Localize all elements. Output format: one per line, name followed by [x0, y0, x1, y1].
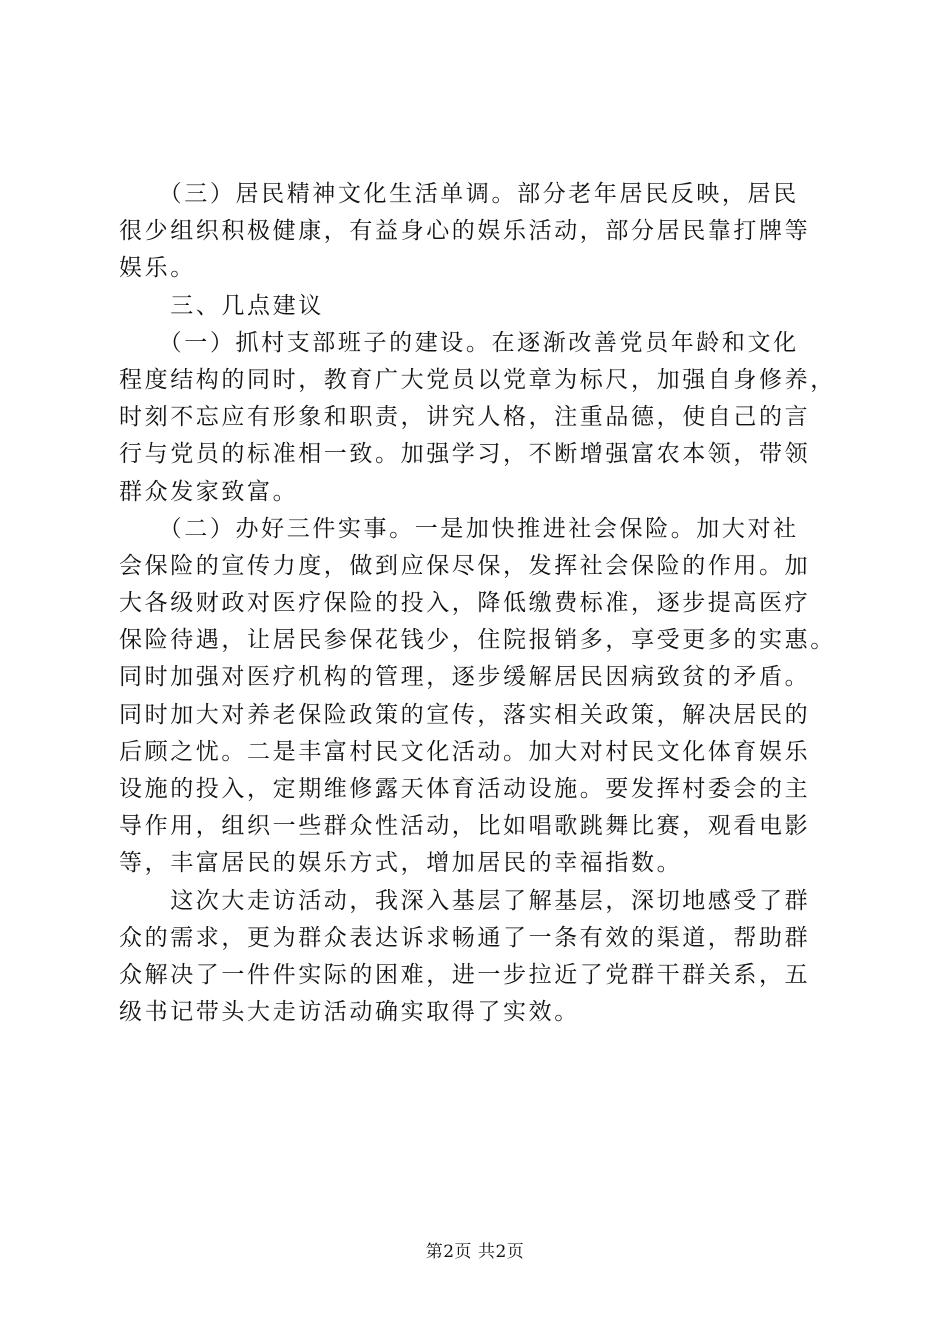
text-line: 群众发家致富。	[119, 478, 299, 505]
section-heading: 三、几点建议	[119, 292, 324, 319]
text-line: （二）办好三件实事。一是加快推进社会保险。加大对社	[119, 515, 799, 542]
text-line: 设施的投入，定期维修露天体育活动设施。要发挥村委会的主	[119, 776, 811, 802]
text-line: 众解决了一件件实际的困难，进一步拉近了党群干群关系，五	[119, 961, 811, 988]
text-line: 会保险的宣传力度，做到应保尽保，发挥社会保险的作用。加	[119, 552, 811, 579]
text-line: 大各级财政对医疗保险的投入，降低缴费标准，逐步提高医疗	[119, 590, 811, 617]
text-line: 这次大走访活动，我深入基层了解基层，深切地感受了群	[119, 887, 811, 914]
text-line: 很少组织积极健康，有益身心的娱乐活动，部分居民靠打牌等	[119, 218, 811, 245]
text-line: 导作用，组织一些群众性活动，比如唱歌跳舞比赛，观看电影	[119, 813, 811, 840]
text-line: 级书记带头大走访活动确实取得了实效。	[119, 999, 580, 1026]
text-line: 娱乐。	[119, 255, 196, 282]
text-line: （三）居民精神文化生活单调。部分老年居民反映，居民	[119, 181, 799, 207]
text-line: 等，丰富居民的娱乐方式，增加居民的幸福指数。	[119, 850, 683, 877]
text-line: 时刻不忘应有形象和职责，讲究人格，注重品德，使自己的言	[119, 404, 811, 431]
text-line: 同时加大对养老保险政策的宣传，落实相关政策，解决居民的	[119, 701, 811, 728]
text-line: 程度结构的同时，教育广大党员以党章为标尺，加强自身修养，	[119, 366, 836, 393]
text-line: 保险待遇，让居民参保花钱少，住院报销多，享受更多的实惠。	[119, 627, 836, 654]
text-line: 众的需求，更为群众表达诉求畅通了一条有效的渠道，帮助群	[119, 924, 811, 951]
text-line: 同时加强对医疗机构的管理，逐步缓解居民因病致贫的矛盾。	[119, 664, 811, 691]
text-line: 后顾之忧。二是丰富村民文化活动。加大对村民文化体育娱乐	[119, 738, 811, 765]
page-number-footer: 第2页 共2页	[425, 1242, 525, 1262]
document-body	[119, 176, 836, 1031]
text-line: 行与党员的标准相一致。加强学习，不断增强富农本领，带领	[119, 441, 811, 468]
text-line: （一）抓村支部班子的建设。在逐渐改善党员年龄和文化	[119, 329, 799, 356]
